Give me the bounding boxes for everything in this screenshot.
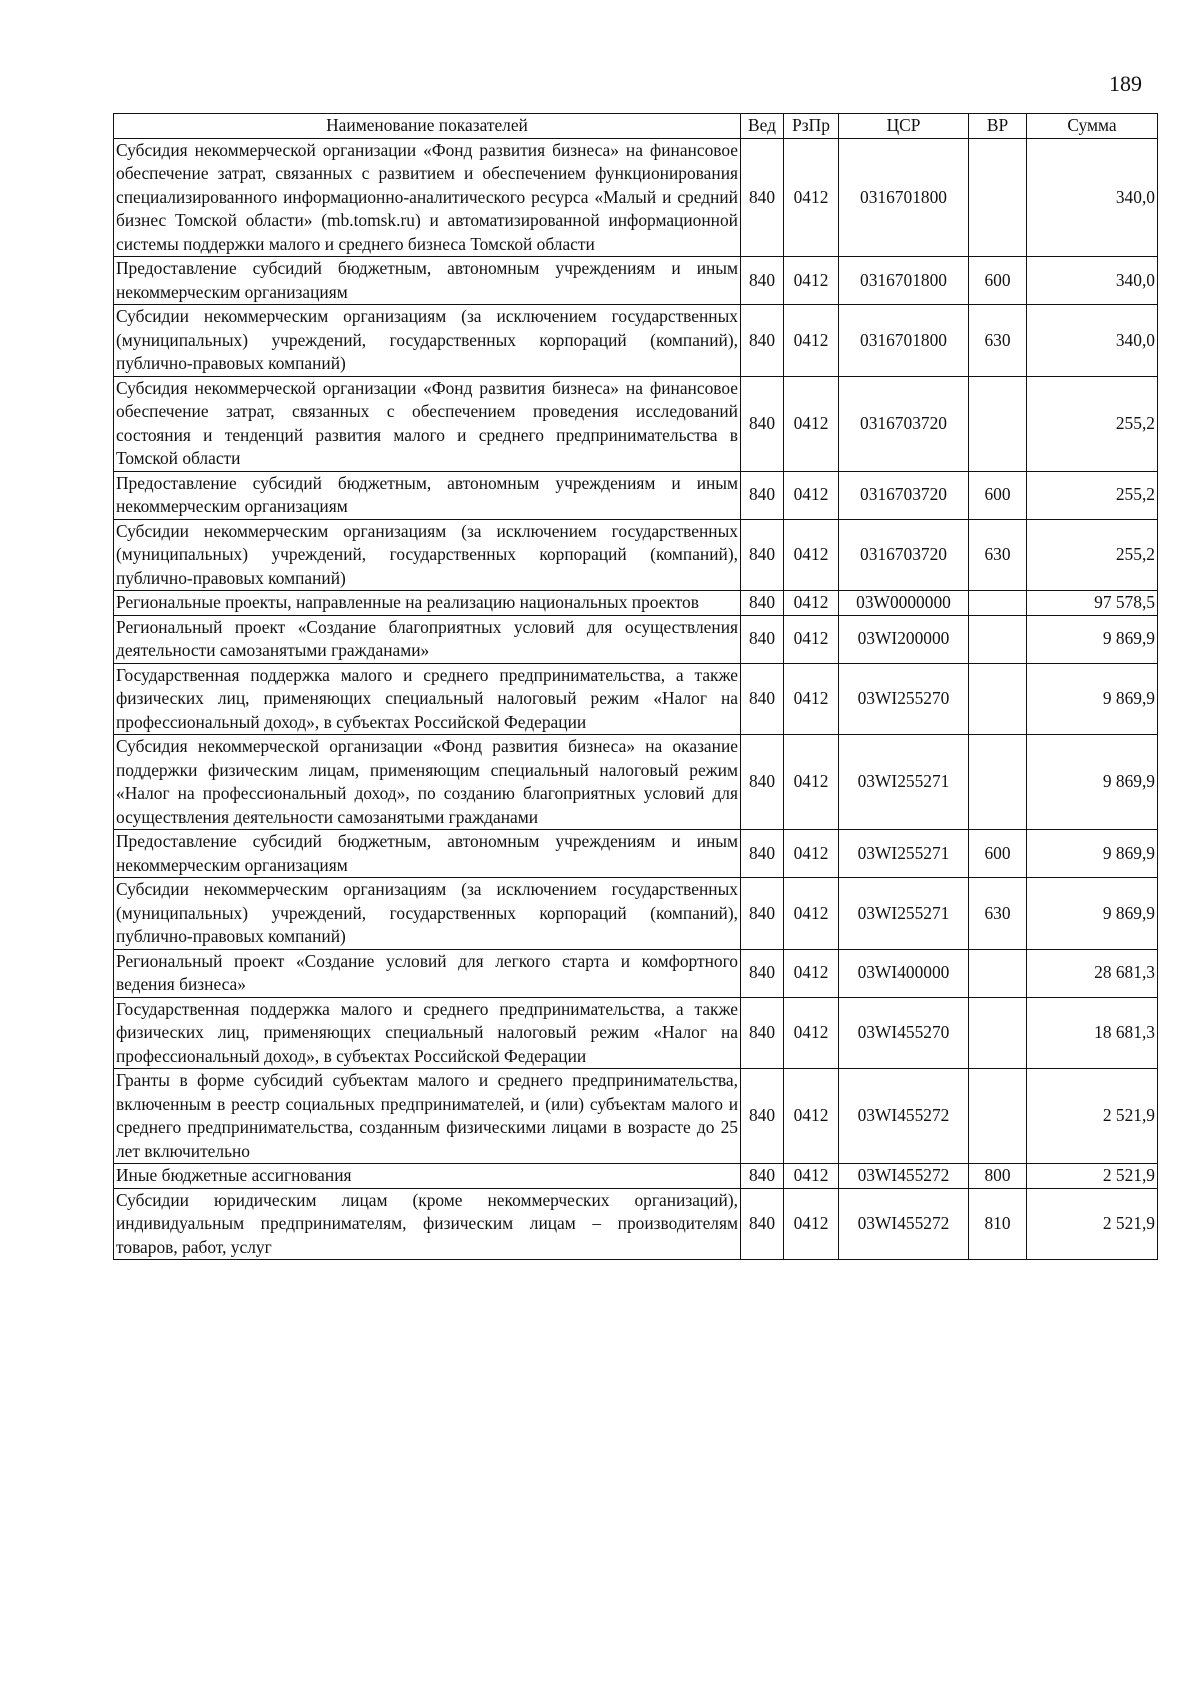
table-row	[114, 257, 1158, 305]
row-csr: 0316703720	[839, 376, 969, 471]
row-name: Гранты в форме субсидий субъектам малого и среднего предпринимательства, включенным в реестр социальных предпринимателей, и (или) субъектам малого и среднего предпринимательства, созданным физическими лицами в возрасте до 25 лет включительно	[114, 1069, 741, 1164]
row-sum: 340,0	[1027, 257, 1158, 305]
header-vr: ВР	[969, 114, 1027, 139]
row-ved: 840	[741, 591, 784, 616]
row-ved: 840	[741, 1188, 784, 1260]
table-row	[114, 997, 1158, 1069]
row-name: Субсидии некоммерческим организациям (за исключением государственных (муниципальных) учреждений, государственных корпораций (компаний), публично-правовых компаний)	[114, 878, 741, 950]
row-sum: 9 869,9	[1027, 615, 1158, 663]
row-ved: 840	[741, 519, 784, 591]
row-vr: 630	[969, 305, 1027, 377]
row-sum: 9 869,9	[1027, 735, 1158, 830]
row-name: Субсидии юридическим лицам (кроме некоммерческих организаций), индивидуальным предпринимателям, физическим лицам – производителям товаров, работ, услуг	[114, 1188, 741, 1260]
row-name: Субсидия некоммерческой организации «Фонд развития бизнеса» на финансовое обеспечение затрат, связанных с развитием и обеспечением функционирования специализированного информационно-аналитического ресурса «Малый и средний бизнес Томской области» (mb.tomsk.ru) и автоматизированной информационной системы поддержки малого и среднего бизнеса Томской области	[114, 138, 741, 257]
row-csr: 03W0000000	[839, 591, 969, 616]
row-sum: 97 578,5	[1027, 591, 1158, 616]
row-rzpr: 0412	[784, 878, 839, 950]
header-sum: Сумма	[1027, 114, 1158, 139]
row-rzpr: 0412	[784, 519, 839, 591]
row-name: Предоставление субсидий бюджетным, автономным учреждениям и иным некоммерческим организациям	[114, 257, 741, 305]
table-row	[114, 591, 1158, 616]
row-name: Субсидии некоммерческим организациям (за исключением государственных (муниципальных) учреждений, государственных корпораций (компаний), публично-правовых компаний)	[114, 519, 741, 591]
row-sum: 18 681,3	[1027, 997, 1158, 1069]
row-rzpr: 0412	[784, 1164, 839, 1189]
row-csr: 0316701800	[839, 138, 969, 257]
row-ved: 840	[741, 615, 784, 663]
row-csr: 0316701800	[839, 257, 969, 305]
row-ved: 840	[741, 830, 784, 878]
row-name: Региональный проект «Создание благоприятных условий для осуществления деятельности самозанятыми гражданами»	[114, 615, 741, 663]
row-ved: 840	[741, 949, 784, 997]
row-csr: 03WI255271	[839, 878, 969, 950]
table-row	[114, 663, 1158, 735]
row-rzpr: 0412	[784, 376, 839, 471]
row-vr: 800	[969, 1164, 1027, 1189]
budget-table	[113, 113, 1158, 1260]
table-row	[114, 1164, 1158, 1189]
table-row	[114, 471, 1158, 519]
row-rzpr: 0412	[784, 1188, 839, 1260]
row-name: Государственная поддержка малого и среднего предпринимательства, а также физических лиц, применяющих специальный налоговый режим «Налог на профессиональный доход», в субъектах Российской Федерации	[114, 663, 741, 735]
row-sum: 9 869,9	[1027, 878, 1158, 950]
row-rzpr: 0412	[784, 735, 839, 830]
row-csr: 03WI255270	[839, 663, 969, 735]
table-row	[114, 1069, 1158, 1164]
row-vr: 810	[969, 1188, 1027, 1260]
page-number: 189	[1109, 71, 1142, 96]
header-rzpr: РзПр	[784, 114, 839, 139]
row-ved: 840	[741, 1069, 784, 1164]
table-row	[114, 735, 1158, 830]
row-rzpr: 0412	[784, 615, 839, 663]
row-ved: 840	[741, 305, 784, 377]
row-name: Предоставление субсидий бюджетным, автономным учреждениям и иным некоммерческим организациям	[114, 471, 741, 519]
row-sum: 9 869,9	[1027, 663, 1158, 735]
row-vr	[969, 949, 1027, 997]
row-csr: 03WI455272	[839, 1164, 969, 1189]
row-sum: 2 521,9	[1027, 1069, 1158, 1164]
row-sum: 9 869,9	[1027, 830, 1158, 878]
table-header-row	[114, 114, 1158, 139]
row-sum: 255,2	[1027, 519, 1158, 591]
row-ved: 840	[741, 878, 784, 950]
table-row	[114, 305, 1158, 377]
row-name: Региональные проекты, направленные на реализацию национальных проектов	[114, 591, 741, 616]
row-rzpr: 0412	[784, 663, 839, 735]
row-name: Региональный проект «Создание условий для легкого старта и комфортного ведения бизнеса»	[114, 949, 741, 997]
row-name: Иные бюджетные ассигнования	[114, 1164, 741, 1189]
row-sum: 2 521,9	[1027, 1188, 1158, 1260]
row-name: Субсидия некоммерческой организации «Фонд развития бизнеса» на финансовое обеспечение затрат, связанных с обеспечением проведения исследований состояния и тенденций развития малого и среднего предпринимательства в Томской области	[114, 376, 741, 471]
row-csr: 03WI400000	[839, 949, 969, 997]
row-name: Субсидия некоммерческой организации «Фонд развития бизнеса» на оказание поддержки физическим лицам, применяющим специальный налоговый режим «Налог на профессиональный доход», по созданию благоприятных условий для осуществления деятельности самозанятыми гражданами	[114, 735, 741, 830]
row-vr	[969, 591, 1027, 616]
row-vr	[969, 735, 1027, 830]
table-row	[114, 519, 1158, 591]
table-row	[114, 878, 1158, 950]
row-rzpr: 0412	[784, 830, 839, 878]
row-rzpr: 0412	[784, 591, 839, 616]
row-name: Предоставление субсидий бюджетным, автономным учреждениям и иным некоммерческим организациям	[114, 830, 741, 878]
row-vr: 600	[969, 257, 1027, 305]
row-vr	[969, 997, 1027, 1069]
row-rzpr: 0412	[784, 1069, 839, 1164]
row-name: Субсидии некоммерческим организациям (за исключением государственных (муниципальных) учреждений, государственных корпораций (компаний), публично-правовых компаний)	[114, 305, 741, 377]
row-rzpr: 0412	[784, 997, 839, 1069]
row-vr: 630	[969, 519, 1027, 591]
row-ved: 840	[741, 376, 784, 471]
row-csr: 0316703720	[839, 519, 969, 591]
row-ved: 840	[741, 735, 784, 830]
row-sum: 255,2	[1027, 376, 1158, 471]
row-vr	[969, 1069, 1027, 1164]
row-csr: 0316703720	[839, 471, 969, 519]
row-rzpr: 0412	[784, 257, 839, 305]
row-csr: 03WI455272	[839, 1188, 969, 1260]
row-vr	[969, 615, 1027, 663]
row-vr	[969, 663, 1027, 735]
row-csr: 03WI255271	[839, 830, 969, 878]
row-vr	[969, 138, 1027, 257]
header-csr: ЦСР	[839, 114, 969, 139]
row-vr: 600	[969, 471, 1027, 519]
row-name: Государственная поддержка малого и среднего предпринимательства, а также физических лиц, применяющих специальный налоговый режим «Налог на профессиональный доход», в субъектах Российской Федерации	[114, 997, 741, 1069]
row-csr: 03WI455272	[839, 1069, 969, 1164]
row-rzpr: 0412	[784, 305, 839, 377]
table-row	[114, 830, 1158, 878]
table-row	[114, 1188, 1158, 1260]
row-rzpr: 0412	[784, 138, 839, 257]
row-sum: 340,0	[1027, 138, 1158, 257]
row-ved: 840	[741, 663, 784, 735]
row-ved: 840	[741, 138, 784, 257]
row-ved: 840	[741, 1164, 784, 1189]
header-ved: Вед	[741, 114, 784, 139]
table-row	[114, 376, 1158, 471]
row-vr: 630	[969, 878, 1027, 950]
row-csr: 03WI200000	[839, 615, 969, 663]
row-vr: 600	[969, 830, 1027, 878]
row-sum: 340,0	[1027, 305, 1158, 377]
row-csr: 03WI455270	[839, 997, 969, 1069]
header-name: Наименование показателей	[114, 114, 741, 139]
row-rzpr: 0412	[784, 471, 839, 519]
row-vr	[969, 376, 1027, 471]
row-ved: 840	[741, 997, 784, 1069]
row-csr: 0316701800	[839, 305, 969, 377]
table-row	[114, 949, 1158, 997]
table-row	[114, 138, 1158, 257]
table-body	[114, 138, 1158, 1260]
row-ved: 840	[741, 257, 784, 305]
row-sum: 2 521,9	[1027, 1164, 1158, 1189]
row-csr: 03WI255271	[839, 735, 969, 830]
row-ved: 840	[741, 471, 784, 519]
table-row	[114, 615, 1158, 663]
row-sum: 255,2	[1027, 471, 1158, 519]
row-rzpr: 0412	[784, 949, 839, 997]
row-sum: 28 681,3	[1027, 949, 1158, 997]
